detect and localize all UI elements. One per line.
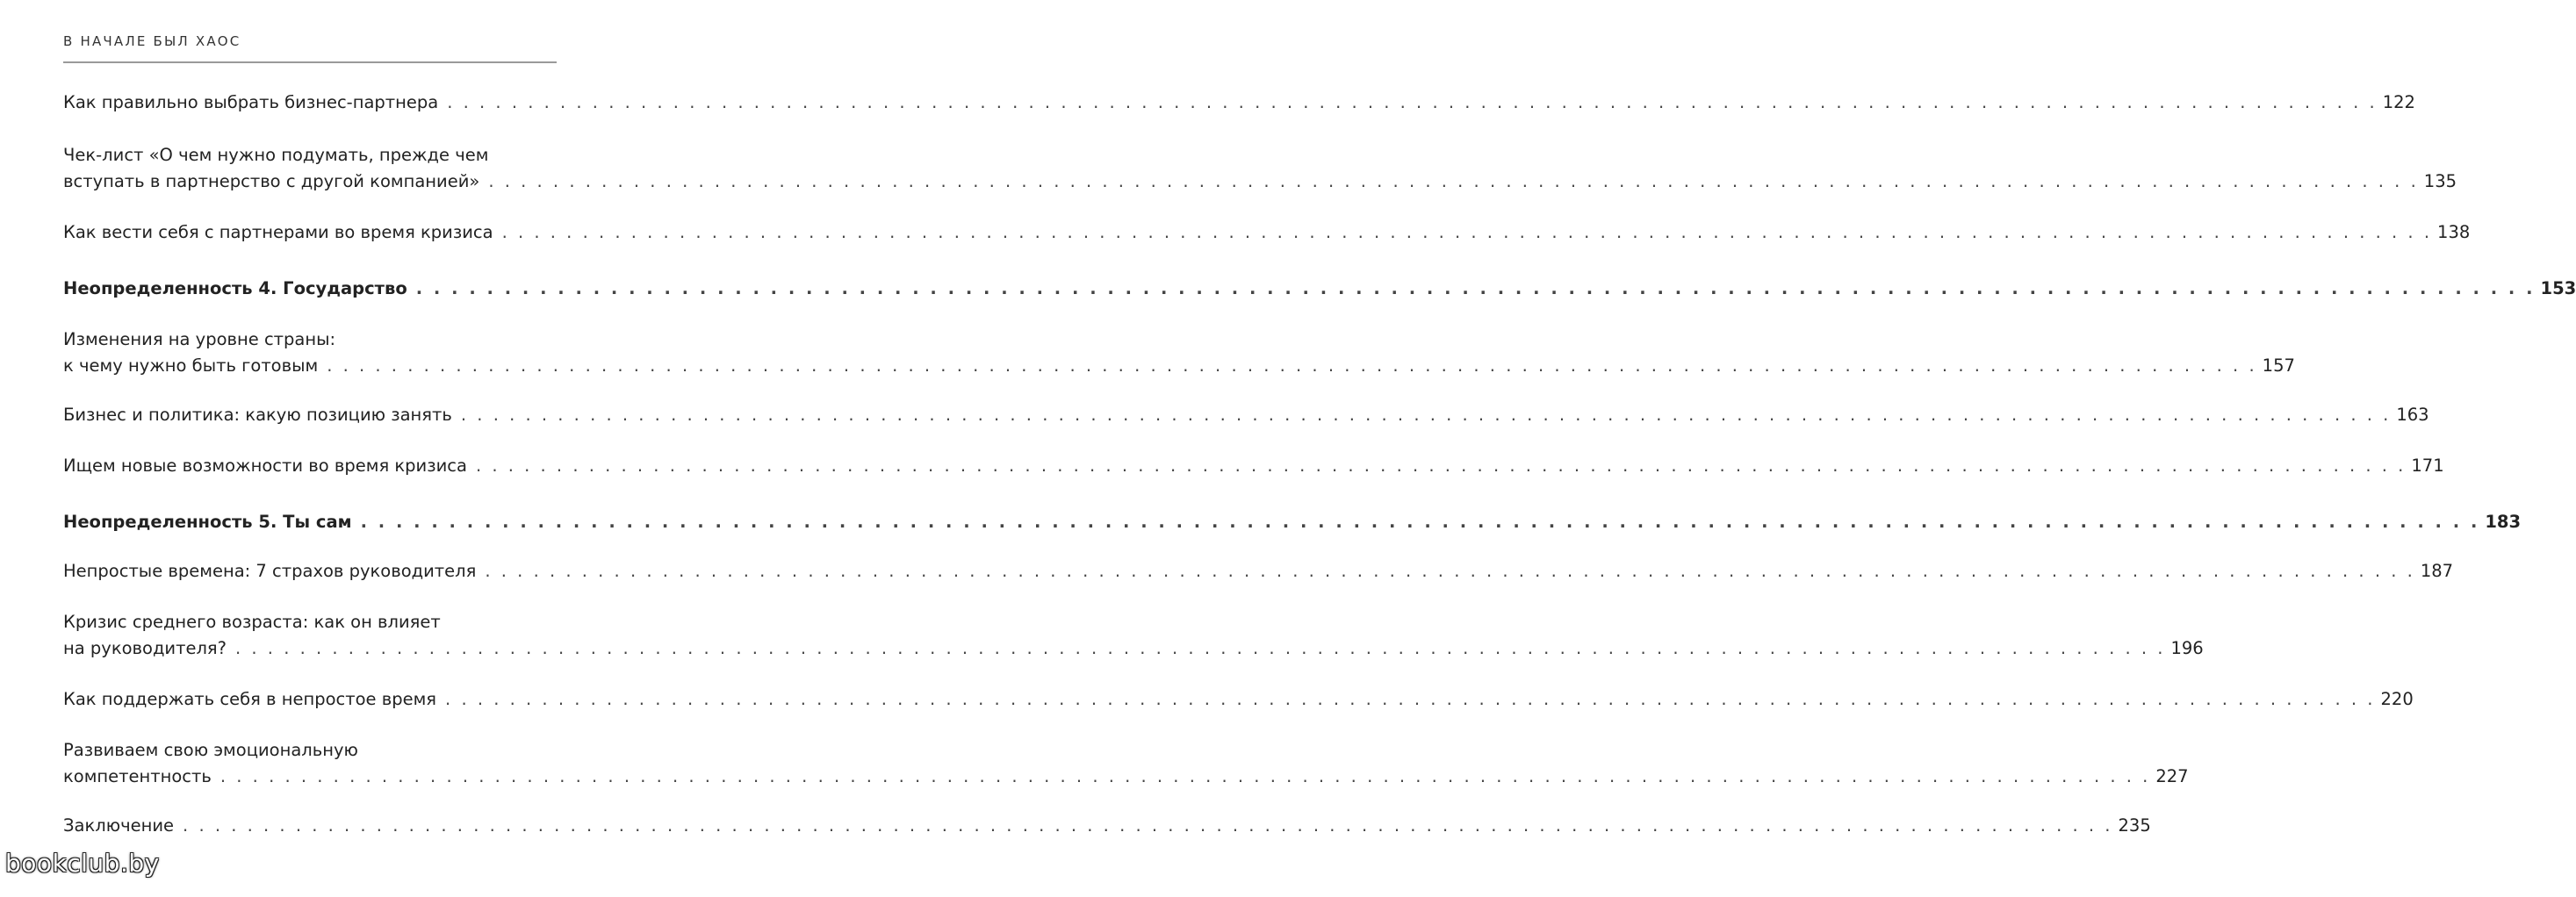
page-number: 196 [2170, 638, 2204, 658]
dot-leader: . . . . . . . . . . . . . . . . . . . . . . . . . . . . . . . . . . . . . . . . . . . . . . . . . . . . . . . . . . . . . . . . . . . . . . . . . . . . . . . . . . . . . . . . . . . . . . . . . . . . . . . . . . . . . . . . . . . . . . . . [235, 638, 2166, 658]
page-number: 153 [2540, 278, 2576, 298]
toc-section-heading [63, 509, 2522, 535]
toc-entry-title: Неопределенность 4. Государство [63, 278, 407, 298]
page-number: 171 [2411, 456, 2444, 476]
toc-entry-title-line: Чек-лист «О чем нужно подумать, прежде чем [63, 145, 489, 165]
dot-leader: . . . . . . . . . . . . . . . . . . . . . . . . . . . . . . . . . . . . . . . . . . . . . . . . . . . . . . . . . . . . . . . . . . . . . . . . . . . . . . . . . . . . . . . . . . . . . . . . . . . . . . . . . . . . . . . . . . . . . . . . [219, 766, 2151, 786]
dot-leader: . . . . . . . . . . . . . . . . . . . . . . . . . . . . . . . . . . . . . . . . . . . . . . . . . . . . . . . . . . . . . . . . . . . . . . . . . . . . . . . . . . . . . . . . . . . . . . . . . . . . . . . . . . . . . . . . . . . . . . . . [183, 815, 2113, 836]
dot-leader: . . . . . . . . . . . . . . . . . . . . . . . . . . . . . . . . . . . . . . . . . . . . . . . . . . . . . . . . . . . . . . . . . . . . . . . . . . . . . . . . . . . . . . . . . . . . . . . . . . . . . . . . . . . . . . . . . . . . . . . . [415, 278, 2536, 298]
toc-entry-title: компетентность [63, 766, 212, 786]
dot-leader: . . . . . . . . . . . . . . . . . . . . . . . . . . . . . . . . . . . . . . . . . . . . . . . . . . . . . . . . . . . . . . . . . . . . . . . . . . . . . . . . . . . . . . . . . . . . . . . . . . . . . . . . . . . . . . . . . . . . . . . . [460, 405, 2392, 425]
watermark: bookclub.by [5, 849, 160, 878]
toc-entry [63, 813, 2151, 839]
page-number: 227 [2155, 766, 2189, 786]
toc-entry-title: Как поддержать себя в непростое время [63, 689, 437, 709]
toc-entry [63, 219, 2471, 246]
page-number: 135 [2423, 171, 2457, 191]
toc-entry [63, 327, 2295, 379]
toc-entry-title-line: Кризис среднего возраста: как он влияет [63, 612, 441, 632]
page-number: 163 [2396, 405, 2429, 425]
toc-entry [63, 558, 2454, 585]
toc-entry-title: вступать в партнерство с другой компанией» [63, 171, 480, 191]
toc-entry [63, 737, 2189, 790]
toc-entry [63, 90, 2415, 116]
page-number: 138 [2437, 222, 2471, 242]
toc-entry-title-line: Изменения на уровне страны: [63, 329, 336, 349]
toc-entry [63, 453, 2444, 479]
toc-entry-title-line: Развиваем свою эмоциональную [63, 740, 358, 760]
dot-leader: . . . . . . . . . . . . . . . . . . . . . . . . . . . . . . . . . . . . . . . . . . . . . . . . . . . . . . . . . . . . . . . . . . . . . . . . . . . . . . . . . . . . . . . . . . . . . . . . . . . . . . . . . . . . . . . . . . . . . . . . [445, 689, 2376, 709]
toc-entry-title: Заключение [63, 815, 175, 836]
dot-leader: . . . . . . . . . . . . . . . . . . . . . . . . . . . . . . . . . . . . . . . . . . . . . . . . . . . . . . . . . . . . . . . . . . . . . . . . . . . . . . . . . . . . . . . . . . . . . . . . . . . . . . . . . . . . . . . . . . . . . . . . [485, 561, 2415, 581]
page-number: 183 [2485, 512, 2522, 532]
toc-entry [63, 142, 2457, 195]
dot-leader: . . . . . . . . . . . . . . . . . . . . . . . . . . . . . . . . . . . . . . . . . . . . . . . . . . . . . . . . . . . . . . . . . . . . . . . . . . . . . . . . . . . . . . . . . . . . . . . . . . . . . . . . . . . . . . . . . . . . . . . . [360, 512, 2480, 532]
page-number: 122 [2382, 92, 2415, 112]
dot-leader: . . . . . . . . . . . . . . . . . . . . . . . . . . . . . . . . . . . . . . . . . . . . . . . . . . . . . . . . . . . . . . . . . . . . . . . . . . . . . . . . . . . . . . . . . . . . . . . . . . . . . . . . . . . . . . . . . . . . . . . . [488, 171, 2419, 191]
page-number: 220 [2380, 689, 2414, 709]
page-number: 187 [2420, 561, 2454, 581]
dot-leader: . . . . . . . . . . . . . . . . . . . . . . . . . . . . . . . . . . . . . . . . . . . . . . . . . . . . . . . . . . . . . . . . . . . . . . . . . . . . . . . . . . . . . . . . . . . . . . . . . . . . . . . . . . . . . . . . . . . . . . . . [475, 456, 2407, 476]
toc-entry-title: Неопределенность 5. Ты сам [63, 512, 352, 532]
toc-entry-title: Бизнес и политика: какую позицию занять [63, 405, 452, 425]
toc-entry-title: Непростые времена: 7 страхов руководителя [63, 561, 477, 581]
dot-leader: . . . . . . . . . . . . . . . . . . . . . . . . . . . . . . . . . . . . . . . . . . . . . . . . . . . . . . . . . . . . . . . . . . . . . . . . . . . . . . . . . . . . . . . . . . . . . . . . . . . . . . . . . . . . . . . . . . . . . . . . [501, 222, 2433, 242]
toc-entry [63, 609, 2204, 662]
toc-entry [63, 686, 2414, 713]
running-head: В НАЧАЛЕ БЫЛ ХАОС [63, 33, 241, 49]
toc-entry-title: Как вести себя с партнерами во время кризиса [63, 222, 493, 242]
toc-entry-title: на руководителя? [63, 638, 227, 658]
page-number: 235 [2118, 815, 2151, 836]
dot-leader: . . . . . . . . . . . . . . . . . . . . . . . . . . . . . . . . . . . . . . . . . . . . . . . . . . . . . . . . . . . . . . . . . . . . . . . . . . . . . . . . . . . . . . . . . . . . . . . . . . . . . . . . . . . . . . . . . . . . . . . . [327, 355, 2257, 376]
toc-section-heading [63, 276, 2576, 302]
table-of-contents [63, 0, 2576, 897]
dot-leader: . . . . . . . . . . . . . . . . . . . . . . . . . . . . . . . . . . . . . . . . . . . . . . . . . . . . . . . . . . . . . . . . . . . . . . . . . . . . . . . . . . . . . . . . . . . . . . . . . . . . . . . . . . . . . . . . . . . . . . . . [447, 92, 2378, 112]
toc-entry-title: Ищем новые возможности во время кризиса [63, 456, 467, 476]
page-number: 157 [2262, 355, 2295, 376]
toc-entry-title: к чему нужно быть готовым [63, 355, 319, 376]
toc-entry-title: Как правильно выбрать бизнес-партнера [63, 92, 439, 112]
toc-entry [63, 402, 2429, 428]
